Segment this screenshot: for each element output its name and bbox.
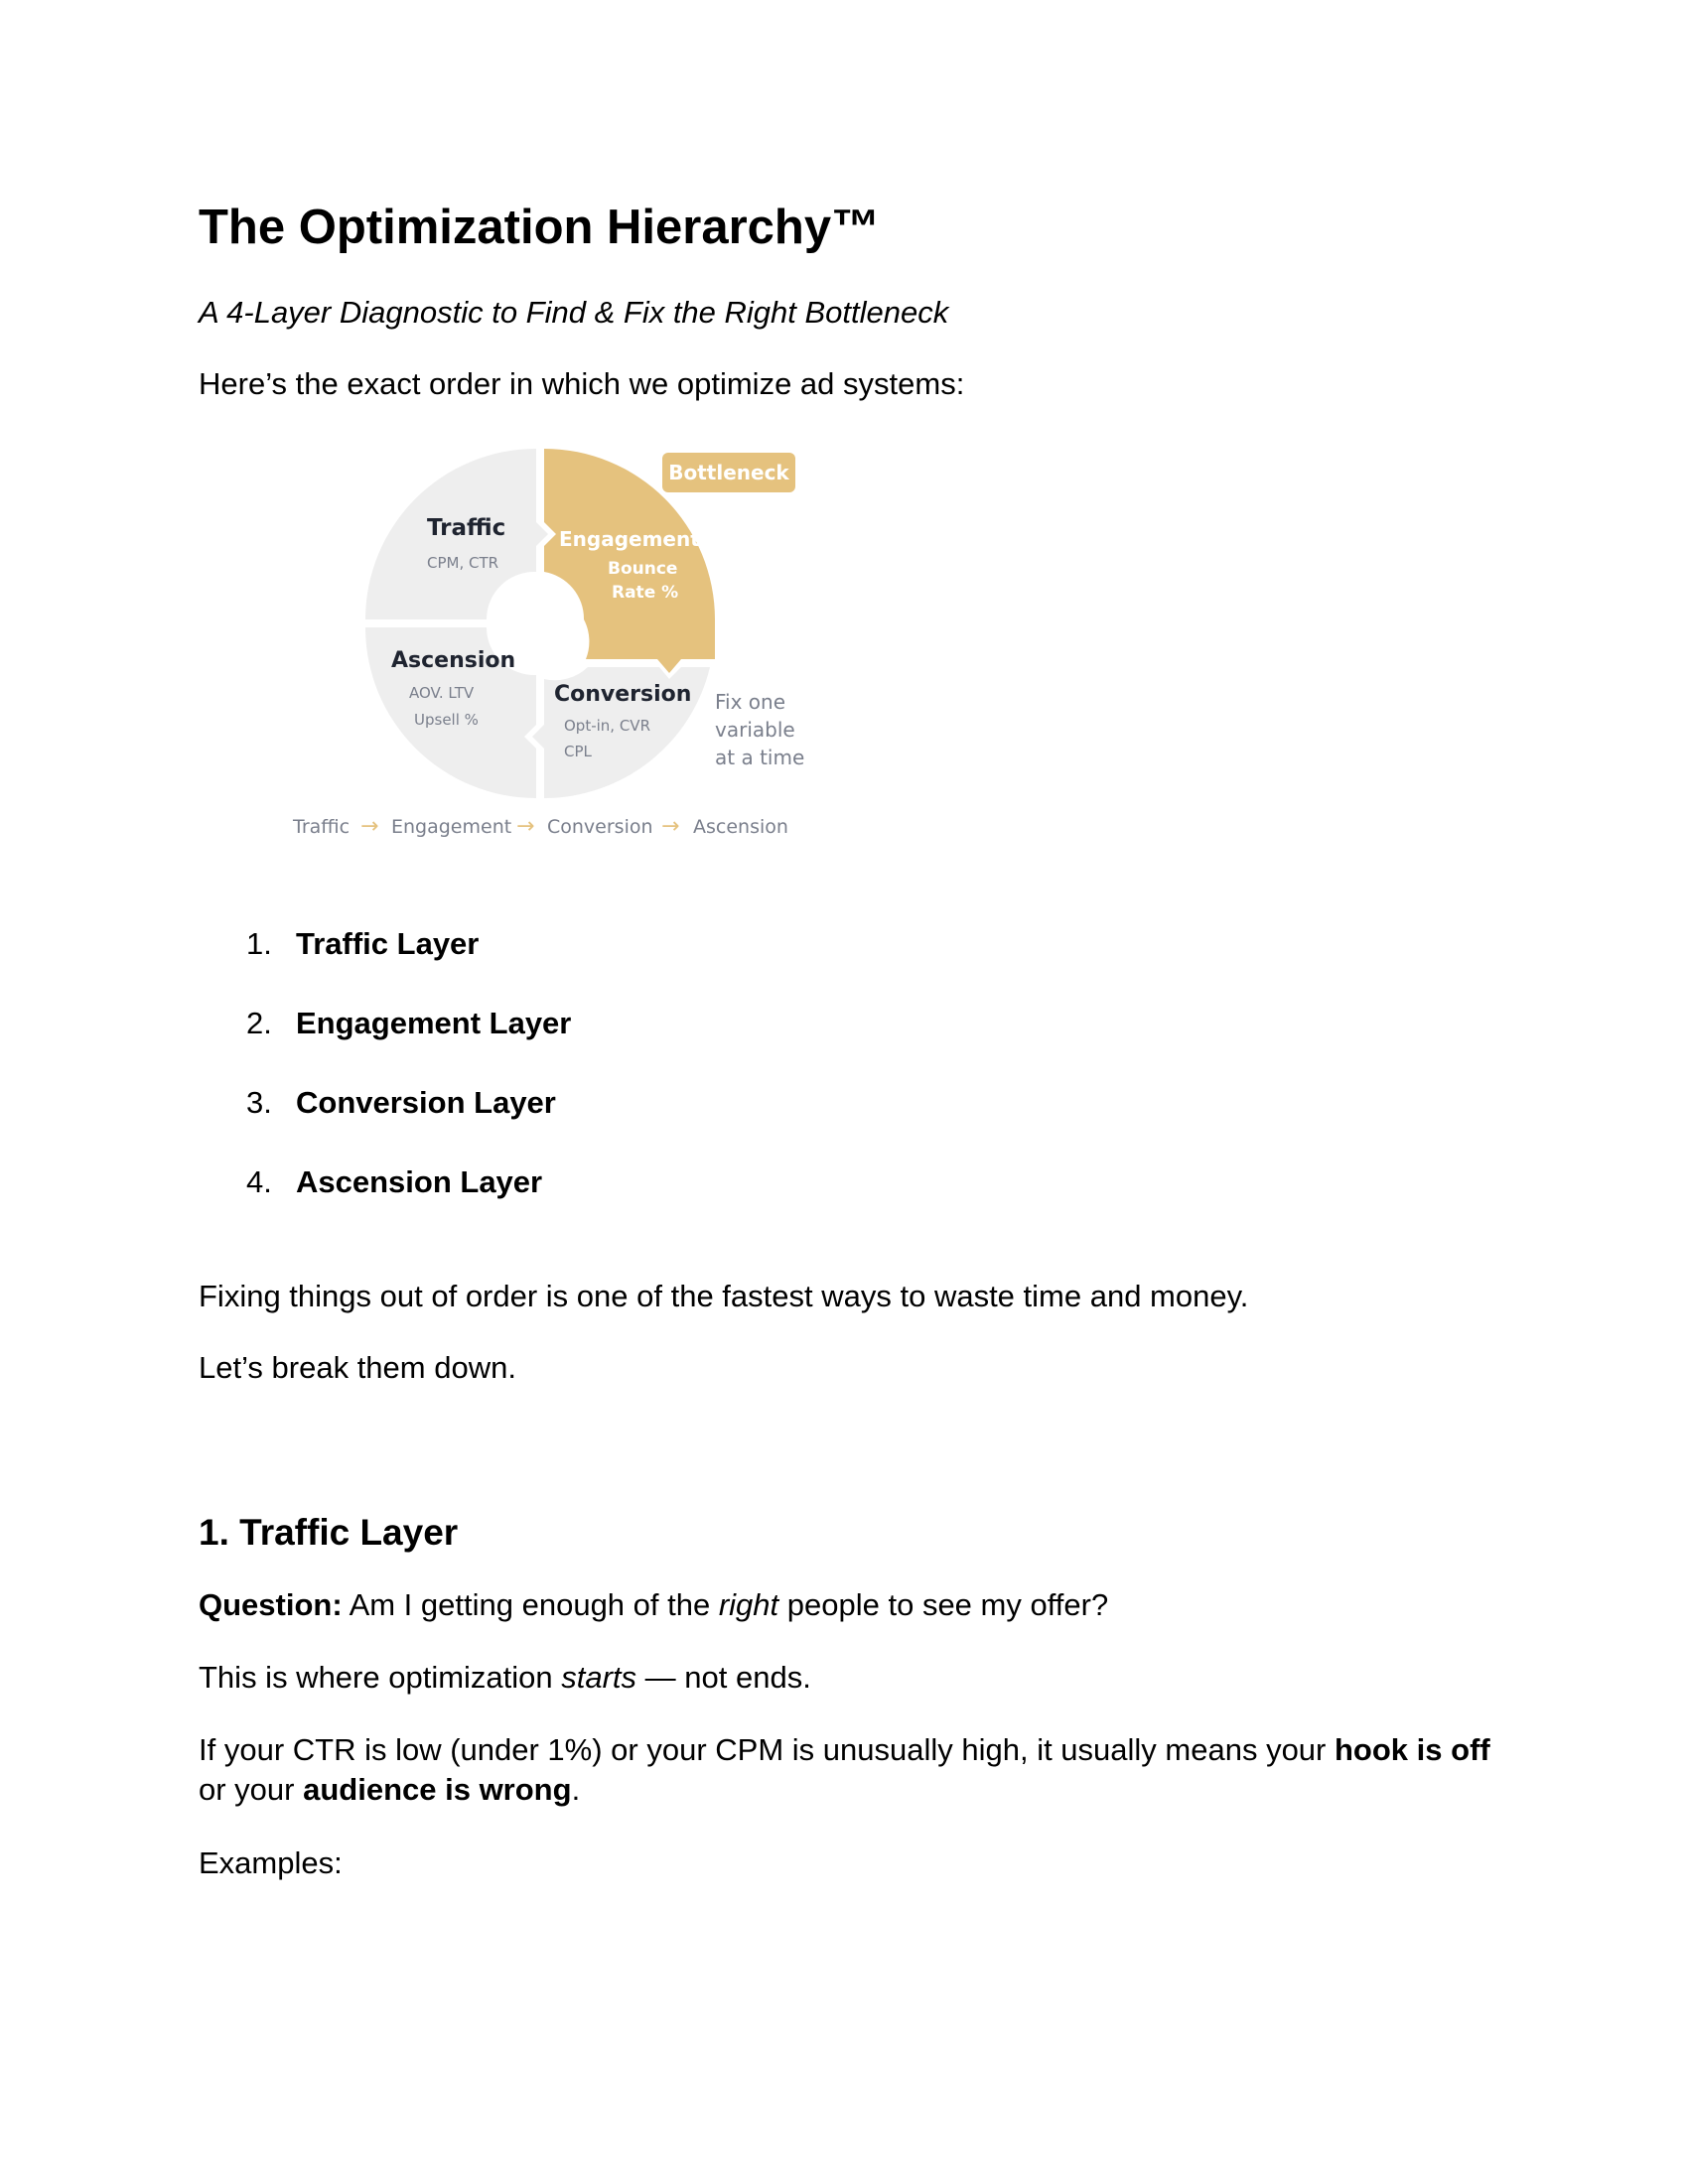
note-line3: at a time — [715, 746, 805, 769]
section-heading-traffic: 1. Traffic Layer — [199, 1512, 459, 1553]
question-text-post: people to see my offer? — [778, 1587, 1109, 1622]
note-line2: variable — [715, 718, 795, 742]
ascension-label: Ascension — [391, 648, 516, 673]
list-label: Conversion Layer — [296, 1085, 556, 1120]
flow-arrow-icon: → — [661, 814, 680, 839]
ctr-text-end: . — [571, 1772, 581, 1807]
page-subtitle: A 4-Layer Diagnostic to Find & Fix the Right Bottleneck — [199, 295, 949, 330]
question-label: Question: — [199, 1587, 343, 1622]
bottleneck-badge-label: Bottleneck — [668, 461, 789, 484]
ctr-paragraph-line2 — [199, 1770, 580, 1810]
starts-paragraph — [199, 1658, 811, 1698]
ctr-paragraph-line1 — [199, 1730, 1490, 1770]
question-text-emphasis: right — [718, 1587, 779, 1622]
starts-text-emphasis: starts — [561, 1660, 637, 1695]
conversion-metric-line2: CPL — [564, 743, 592, 760]
breakdown-paragraph: Let’s break them down. — [199, 1350, 516, 1385]
flow-step-engagement: Engagement — [391, 816, 512, 838]
intro-paragraph: Here’s the exact order in which we optimize ad systems: — [199, 366, 965, 401]
flow-step-conversion: Conversion — [547, 816, 653, 838]
starts-text-post: — not ends. — [636, 1660, 811, 1695]
list-number: 1. — [246, 926, 272, 961]
flow-arrow-icon: → — [516, 814, 535, 839]
conversion-label: Conversion — [554, 682, 692, 707]
optimization-hierarchy-diagram — [288, 437, 844, 854]
ascension-metric-line1: AOV. LTV — [409, 684, 475, 702]
ctr-text-bold-hook: hook is off — [1335, 1732, 1490, 1767]
conversion-metric-line1: Opt-in, CVR — [564, 717, 650, 735]
ctr-text-mid: or your — [199, 1772, 304, 1807]
list-label: Traffic Layer — [296, 926, 480, 961]
engagement-label: Engagement — [559, 527, 700, 551]
question-text-pre: Am I getting enough of the — [342, 1587, 719, 1622]
ctr-text-bold-audience: audience is wrong — [303, 1772, 572, 1807]
ctr-text-pre: If your CTR is low (under 1%) or your CPM is unusually high, it usually means your — [199, 1732, 1335, 1767]
engagement-metric-line1: Bounce — [608, 559, 678, 579]
note-line1: Fix one — [715, 690, 786, 714]
page-title: The Optimization Hierarchy™ — [199, 201, 881, 254]
flow-step-traffic: Traffic — [293, 816, 351, 838]
traffic-label: Traffic — [427, 515, 506, 541]
engagement-metric-line2: Rate % — [612, 583, 679, 603]
traffic-metrics: CPM, CTR — [427, 554, 499, 572]
list-number: 4. — [246, 1164, 272, 1199]
list-label: Engagement Layer — [296, 1006, 572, 1040]
list-number: 3. — [246, 1085, 272, 1120]
list-label: Ascension Layer — [296, 1164, 543, 1199]
starts-text-pre: This is where optimization — [199, 1660, 562, 1695]
flow-arrow-icon: → — [360, 814, 379, 839]
ascension-metric-line2: Upsell % — [414, 711, 479, 729]
flow-step-ascension: Ascension — [693, 816, 788, 838]
question-paragraph — [199, 1585, 1108, 1625]
list-number: 2. — [246, 1006, 272, 1040]
warning-paragraph: Fixing things out of order is one of the fastest ways to waste time and money. — [199, 1279, 1249, 1313]
examples-paragraph: Examples: — [199, 1845, 343, 1880]
